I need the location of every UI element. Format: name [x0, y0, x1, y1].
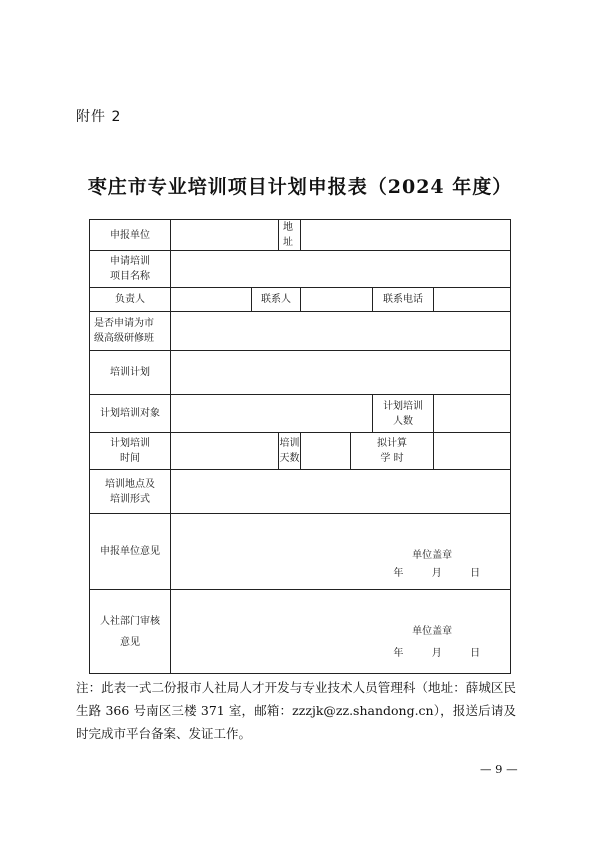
project-name-label — [90, 251, 171, 288]
project-name-label-line2: 项目名称 — [110, 271, 150, 282]
unit-label: 申报单位 — [90, 220, 171, 251]
training-plan-field[interactable] — [171, 351, 511, 395]
footnote: 注：此表一式二份报市人社局人才开发与专业技术人员管理科（地址：薛城区民生路 366 号南区三楼 371 室，邮箱：zzzjk@zz.shandong.cn），报送后请及时完成市平台备案、发证工作。 — [76, 680, 516, 741]
training-place-label-line1: 培训地点及 — [105, 478, 155, 490]
training-time-field[interactable] — [171, 433, 279, 470]
trainee-count-field[interactable] — [434, 395, 511, 433]
credit-hours-label-line1: 拟计算 — [377, 438, 408, 449]
hr-date-day: 日 — [470, 648, 481, 659]
address-label: 地址 — [279, 220, 301, 251]
hr-date-month: 月 — [431, 648, 442, 659]
contact-label: 联系人 — [252, 288, 301, 312]
training-target-field[interactable] — [171, 395, 373, 433]
unit-date — [393, 566, 480, 581]
training-days-label-line1: 培训 — [279, 438, 300, 449]
hr-date — [393, 646, 480, 661]
trainee-count-label — [373, 395, 434, 433]
advanced-class-label-line1: 是否申请为市 — [94, 318, 154, 329]
credit-hours-label-line2: 学 时 — [380, 453, 404, 464]
trainee-count-label-line1: 计划培训 — [383, 400, 424, 412]
unit-date-month: 月 — [431, 568, 442, 579]
hr-review-field[interactable] — [171, 590, 511, 674]
credit-hours-field[interactable] — [434, 433, 511, 470]
training-days-label-line2: 天数 — [279, 453, 300, 464]
unit-date-day: 日 — [470, 568, 481, 579]
trainee-count-label-line2: 人数 — [393, 415, 414, 427]
advanced-class-label — [90, 312, 171, 351]
page-number: — 9 — — [480, 762, 518, 776]
advanced-class-field[interactable] — [171, 312, 511, 351]
unit-field[interactable] — [171, 220, 279, 251]
page-title: 枣庄市专业培训项目计划申报表（2024 年度） — [87, 176, 513, 198]
hr-date-year: 年 — [393, 648, 404, 659]
address-field[interactable] — [301, 220, 511, 251]
training-target-label: 计划培训对象 — [90, 395, 171, 433]
project-name-field[interactable] — [171, 251, 511, 288]
credit-hours-label — [351, 433, 434, 470]
phone-field[interactable] — [434, 288, 511, 312]
attachment-label: 附件 2 — [76, 109, 122, 125]
training-plan-label: 培训计划 — [90, 351, 171, 395]
leader-field[interactable] — [171, 288, 252, 312]
hr-stamp-label: 单位盖章 — [412, 626, 453, 637]
training-place-label — [90, 470, 171, 514]
unit-opinion-label: 申报单位意见 — [90, 514, 171, 590]
advanced-class-label-line2: 级高级研修班 — [94, 333, 154, 344]
training-days-label — [279, 433, 301, 470]
training-place-label-line2: 培训形式 — [110, 493, 150, 505]
application-form-table — [89, 219, 511, 674]
training-time-label-line2: 时间 — [120, 453, 140, 464]
unit-opinion-field[interactable] — [171, 514, 511, 590]
phone-label: 联系电话 — [373, 288, 434, 312]
hr-review-label — [90, 590, 171, 674]
project-name-label-line1: 申请培训 — [110, 256, 150, 267]
unit-date-year: 年 — [393, 568, 404, 579]
hr-review-label-line2: 意见 — [120, 636, 140, 648]
leader-label: 负责人 — [90, 288, 171, 312]
training-time-label — [90, 433, 171, 470]
contact-field[interactable] — [301, 288, 373, 312]
training-days-field[interactable] — [301, 433, 351, 470]
hr-review-label-line1: 人社部门审核 — [100, 615, 160, 627]
unit-stamp-label: 单位盖章 — [412, 550, 453, 561]
training-time-label-line1: 计划培训 — [110, 438, 150, 449]
training-place-field[interactable] — [171, 470, 511, 514]
